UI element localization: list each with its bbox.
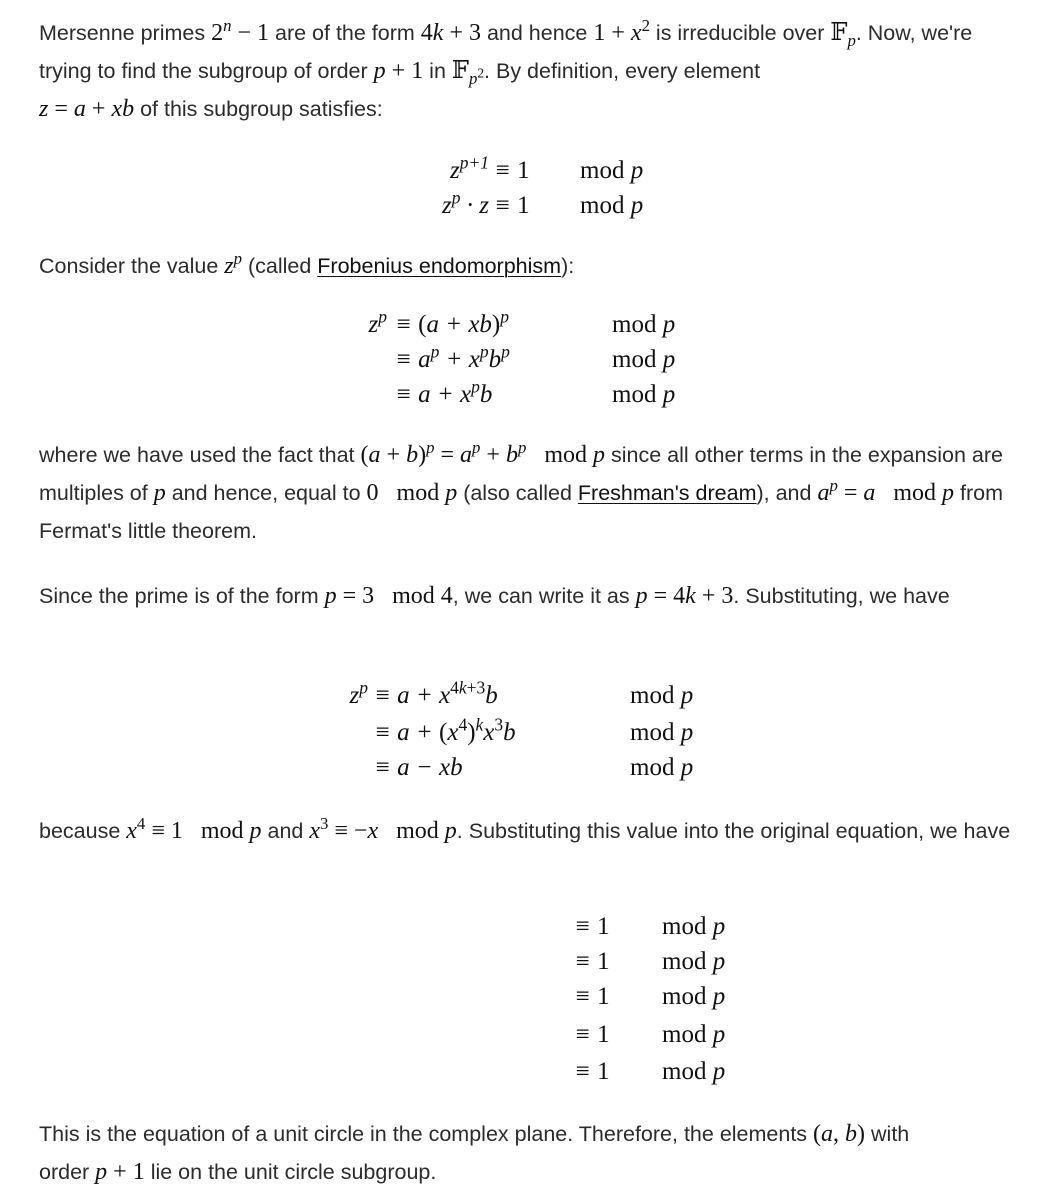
math-binomial: $(a + b)^p = a^p + b^p$ mod p	[360, 438, 605, 468]
equation-mod: mod p	[662, 913, 726, 940]
equation-mod: mod p	[580, 192, 644, 219]
equation-block-3	[39, 679, 1029, 789]
math-poly: $1 + x^2$	[593, 16, 650, 46]
math-x3: $x^3 \equiv -x$ mod p	[309, 814, 457, 844]
equation-row	[39, 154, 1029, 188]
equation-mod: mod p	[612, 311, 676, 338]
math-p-mod4: p = 3 mod 4	[324, 583, 453, 609]
math-element: z = a + xb	[39, 96, 135, 122]
equation-rhs: ≡ (a + xb)$^p$	[395, 306, 509, 338]
equation-mod: mod p	[662, 948, 726, 975]
equation-rhs: ≡ 1	[574, 1021, 610, 1048]
equation-mod: mod p	[612, 381, 676, 408]
equation-mod: mod p	[612, 346, 676, 373]
equation-rhs: ≡ 1	[574, 948, 610, 975]
equation-lhs: $z^{p+1}$	[449, 152, 489, 184]
equation-mod: mod p	[662, 983, 726, 1010]
equation-mod: mod p	[630, 682, 694, 709]
paragraph-conclusion: This is the equation of a unit circle in the complex plane. Therefore, the elements (a, b) with order p + 1 lie on the unit circle subgroup.	[39, 1121, 910, 1185]
paragraph-frobenius: Consider the value $z^p$ (called Frobenius endomorphism):	[39, 249, 575, 279]
math-zp: $z^p$	[224, 249, 242, 279]
equation-mod: mod p	[580, 157, 644, 184]
equation-rhs: ≡ $a + x^pb$	[395, 376, 493, 408]
math-order: p + 1	[373, 58, 424, 84]
math-zero-mod: 0 mod p	[366, 480, 458, 506]
equation-mod: mod p	[630, 754, 694, 781]
paragraph-intro: Mersenne primes $2^n - 1$ are of the form 4k + 3 and hence $1 + x^2$ is irreducible over 𝔽$_p$. Now, we're trying to find the subgroup of order p + 1 in 𝔽$_{p^2}$. By definition, every element z = a + xb of this subgroup satisfies:	[39, 16, 973, 122]
link-frobenius-endomorphism[interactable]: Frobenius endomorphism	[317, 254, 562, 278]
equation-lhs: $z^p$	[349, 677, 368, 709]
math-order-2: p + 1	[95, 1159, 145, 1185]
equation-rhs: ≡ 1	[574, 913, 610, 940]
equation-rhs: ≡ 1	[494, 192, 530, 219]
order-label: order	[39, 1160, 96, 1184]
equation-rhs: ≡ $a^p + x^pb^p$	[395, 341, 510, 373]
paragraph-freshman: where we have used the fact that $(a + b)^p = a^p + b^p$ mod p since all other terms in the expansion are multiples of p and hence, equal to 0 mod p (also called Freshman's dream), and $a^p = a$ mod p from Fermat's little theorem.	[39, 438, 1004, 543]
equation-rhs: ≡ 1	[574, 1058, 610, 1085]
math-x4: $x^4 \equiv 1$ mod p	[126, 814, 262, 844]
equation-mod: mod p	[662, 1021, 726, 1048]
equation-rhs: ≡ 1	[494, 157, 530, 184]
equation-lhs: $z^p$	[368, 306, 387, 338]
equation-rhs: ≡ $a + x^{4k+3}b$	[374, 677, 498, 709]
equation-block-1	[39, 154, 1029, 234]
math-p-4k3: p = 4k + 3	[635, 583, 734, 609]
equation-row	[39, 189, 1029, 223]
math-pair: (a, b)	[813, 1121, 866, 1147]
equation-rhs: ≡ $a + (x^4)^kx^3b$	[374, 714, 516, 746]
math-form: 4k + 3	[420, 20, 481, 46]
equation-block-2	[39, 308, 1029, 418]
equation-block-4	[39, 910, 1029, 1100]
math-fermat: $a^p = a$ mod p	[817, 476, 955, 506]
link-freshmans-dream[interactable]: Freshman's dream	[577, 481, 757, 505]
equation-rhs: ≡ 1	[574, 983, 610, 1010]
math-p: p	[153, 480, 166, 506]
equation-rhs: ≡ a − xb	[374, 754, 463, 781]
equation-lhs: $z^p \cdot z$	[442, 187, 489, 219]
math-mersenne: $2^n - 1$	[211, 16, 270, 46]
equation-mod: mod p	[630, 719, 694, 746]
math-field-p: 𝔽$_p$	[830, 20, 856, 50]
math-field-p2: 𝔽$_{p^2}$	[451, 58, 485, 88]
equation-mod: mod p	[662, 1058, 726, 1085]
paragraph-prime-form: Since the prime is of the form p = 3 mod 4, we can write it as p = 4k + 3. Substituting, we have	[39, 583, 950, 609]
paragraph-substitute: because $x^4 \equiv 1$ mod p and $x^3 \equiv -x$ mod p. Substituting this value into the original equation, we have	[39, 814, 1011, 844]
